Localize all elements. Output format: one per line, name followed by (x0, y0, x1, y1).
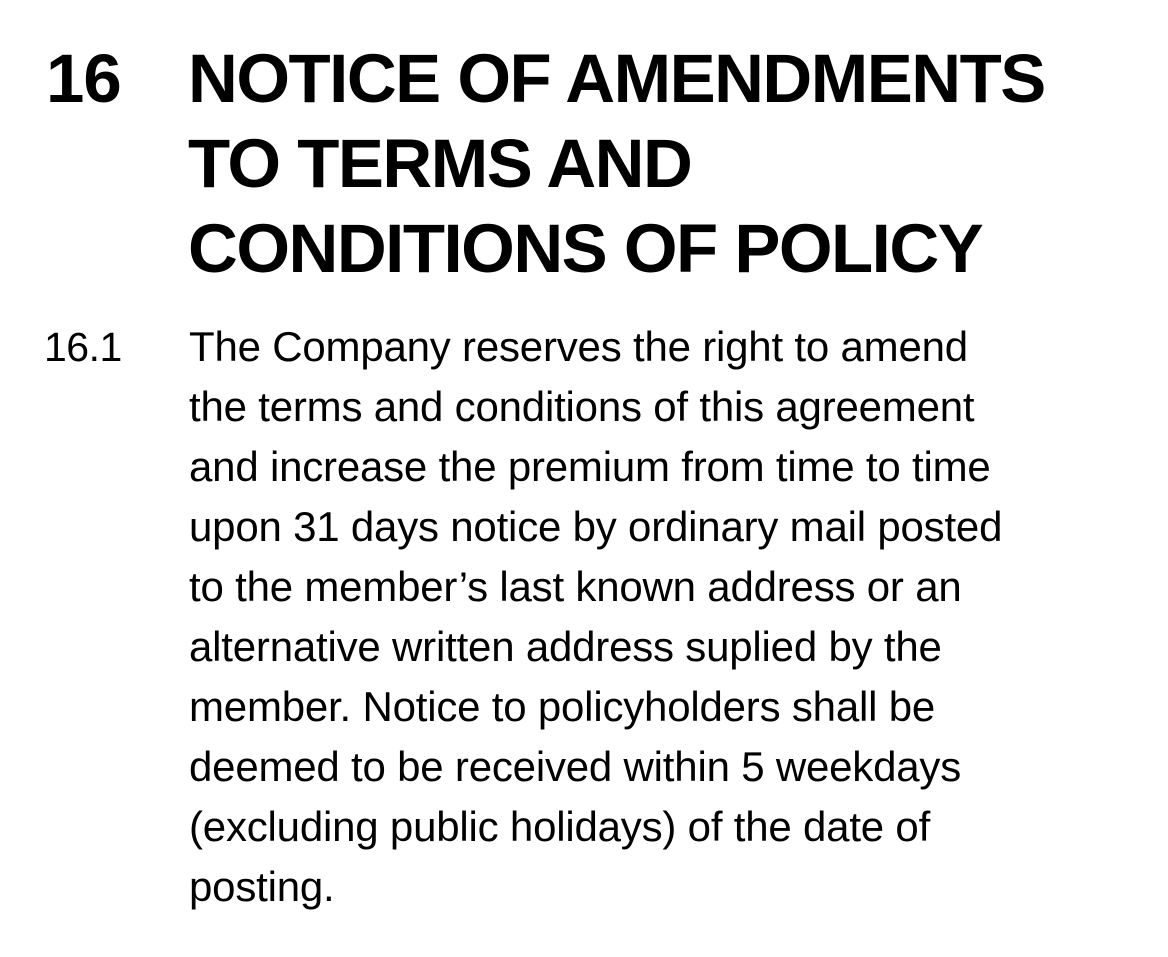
clause-number: 16.1 (44, 324, 122, 370)
clause-text-line: deemed to be received within 5 weekdays (189, 743, 961, 790)
clause-text-line: the terms and conditions of this agreement (189, 383, 975, 430)
clause-text-line: to the member’s last known address or an (189, 563, 962, 610)
section-number: 16 (46, 40, 121, 117)
clause-text-line: member. Notice to policyholders shall be (189, 683, 936, 730)
clause-text-line: upon 31 days notice by ordinary mail posted (189, 503, 1003, 550)
clause-text-line: and increase the premium from time to time (189, 443, 991, 490)
clause-text-line: alternative written address suplied by the (189, 623, 942, 670)
clause-body (189, 317, 1149, 917)
clause-text-line: (excluding public holidays) of the date of (189, 803, 931, 850)
clause-text-line: posting. (189, 863, 335, 910)
section-title-line: NOTICE OF AMENDMENTS (188, 40, 1045, 117)
section-title (188, 36, 1148, 291)
clause-text-line: The Company reserves the right to amend (189, 323, 968, 370)
section-title-line: CONDITIONS OF POLICY (188, 210, 983, 287)
section-title-line: TO TERMS AND (188, 125, 692, 202)
